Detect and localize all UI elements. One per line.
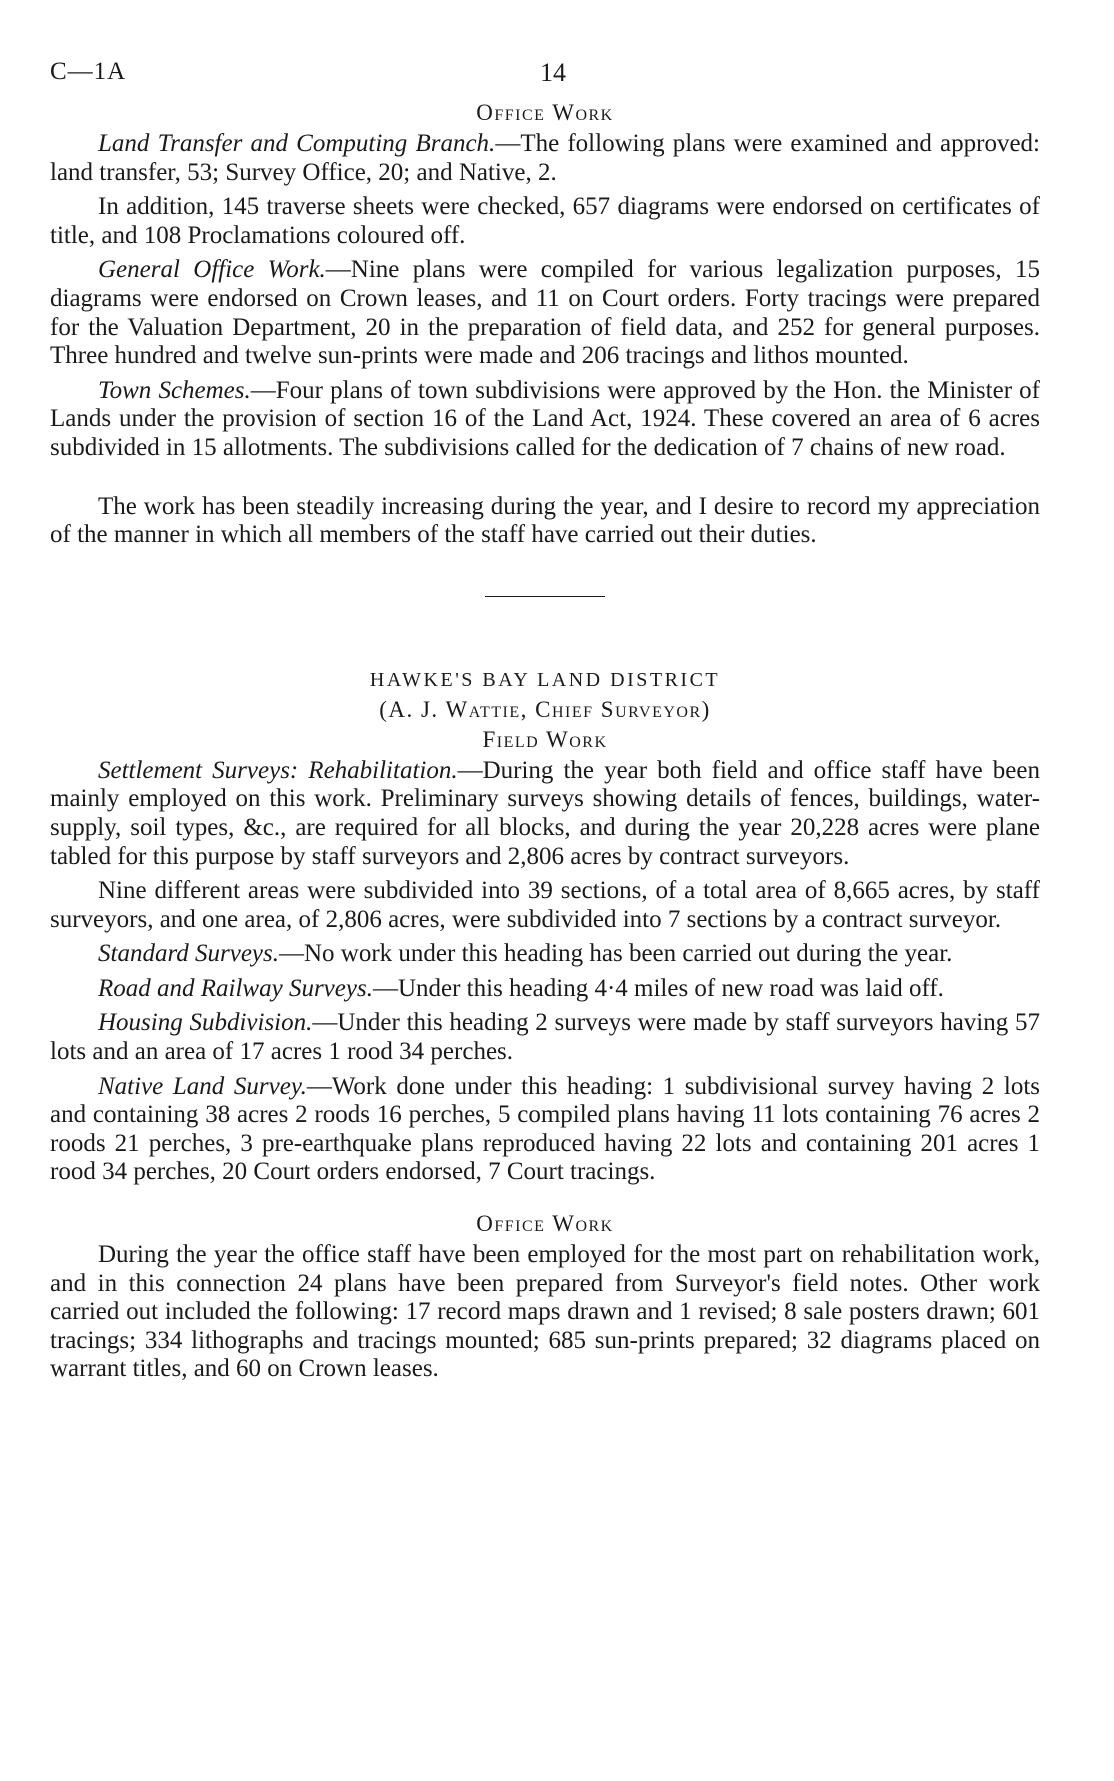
paragraph-lead: Land Transfer and Computing Branch. <box>98 130 496 157</box>
paragraph-lead: Road and Railway Surveys. <box>98 974 373 1002</box>
paragraph <box>50 940 1040 969</box>
paragraph-lead: Town Schemes. <box>98 376 251 404</box>
paragraph <box>50 377 1040 463</box>
paragraph-text: —Under this heading 2 surveys were made by staff surveyors having 57 lots and an area of 17 acres 1 rood 34 perches. <box>50 1009 1040 1066</box>
district-section <box>50 665 1040 1384</box>
closing-paragraph: The work has been steadily increasing during the year, and I desire to record my appreciation of the manner in which all members of the staff have carried out their duties. <box>50 492 1040 549</box>
paragraph-text: In addition, 145 traverse sheets were checked, 657 diagrams were endorsed on certificates of title, and 108 Proclamations coloured off. <box>50 193 1040 249</box>
paragraph-lead: General Office Work. <box>98 256 326 284</box>
paragraph <box>50 1073 1040 1187</box>
paragraph <box>50 256 1040 370</box>
section-divider <box>485 596 605 597</box>
section-heading: Field Work <box>482 726 608 752</box>
district-title: HAWKE'S BAY LAND DISTRICT <box>369 668 721 691</box>
paragraph <box>50 1241 1040 1384</box>
paragraph-text: —During the year both field and office staff have been mainly employed on this work. Preliminary surveys showing details of fences, buildings, water-supply, soil types, &c., are required for all blocks, and during the year 20,228 acres were plane tabled for this purpose by staff surveyors and 2,806 acres by contract surveyors. <box>50 756 1040 870</box>
paragraph <box>50 130 1040 187</box>
paragraph-text: —The following plans were examined and approved: land transfer, 53; Survey Office, 20; and Native, 2. <box>50 130 1041 186</box>
section-heading: Office Work <box>476 1211 614 1237</box>
paragraph-text: —Under this heading 4·4 miles of new road was laid off. <box>372 974 944 1002</box>
paragraph-lead: Housing Subdivision. <box>98 1009 313 1037</box>
paragraph <box>50 877 1040 934</box>
paragraph-lead: Native Land Survey. <box>98 1072 307 1100</box>
paragraph-text: —Work done under this heading: 1 subdivisional survey having 2 lots and containing 38 acres 2 roods 16 perches, 5 compiled plans having 11 lots containing 76 acres 2 roods 21 perches, 3 pre-earthquake plans reproduced having 22 lots and containing 201 acres 1 rood 34 perches, 20 Court orders endorsed, 7 Court tracings. <box>50 1072 1040 1186</box>
paragraph-text: —Nine plans were compiled for various legalization purposes, 15 diagrams were endorsed on Crown leases, and 11 on Court orders. Forty tracings were prepared for the Valuation Department, 20 in the preparation of field data, and 252 for general purposes. Three hundred and twelve sun-prints were made and 206 tracings and lithos mounted. <box>50 256 1040 370</box>
paragraph <box>50 757 1040 871</box>
paragraph <box>50 1009 1040 1066</box>
office-work-section <box>50 98 1040 550</box>
section-heading: Office Work <box>476 100 614 125</box>
chief-surveyor-line: (A. J. Wattie, Chief Surveyor) <box>379 696 711 722</box>
page-number: 14 <box>540 58 566 87</box>
paragraph-lead: Standard Surveys. <box>98 940 279 968</box>
paragraph-text: —No work under this heading has been carried out during the year. <box>279 940 953 968</box>
paragraph-text: During the year the office staff have been employed for the most part on rehabilitation work, and in this connection 24 plans have been prepared from Surveyor's field notes. Other work carried out included the following: 17 record maps drawn and 1 revised; 8 sale posters drawn; 601 tracings; 334 lithographs and tracings mounted; 685 sun-prints prepared; 32 diagrams placed on warrant titles, and 60 on Crown leases. <box>50 1241 1040 1383</box>
paragraph-lead: Settlement Surveys: Rehabilitation. <box>98 756 458 784</box>
paragraph-text: Nine different areas were subdivided into 39 sections, of a total area of 8,665 acres, by staff surveyors, and one area, of 2,806 acres, were subdivided into 7 sections by a contract surveyor. <box>50 877 1040 933</box>
page-header <box>50 58 1040 98</box>
paragraph <box>50 975 1040 1004</box>
report-reference: C—1A <box>50 58 127 85</box>
paragraph-text: —Four plans of town subdivisions were approved by the Hon. the Minister of Lands under the provision of section 16 of the Land Act, 1924. These covered an area of 6 acres subdivided in 15 allotments. The subdivisions called for the dedication of 7 chains of new road. <box>50 376 1040 461</box>
paragraph <box>50 193 1040 250</box>
document-page <box>50 58 1040 1390</box>
